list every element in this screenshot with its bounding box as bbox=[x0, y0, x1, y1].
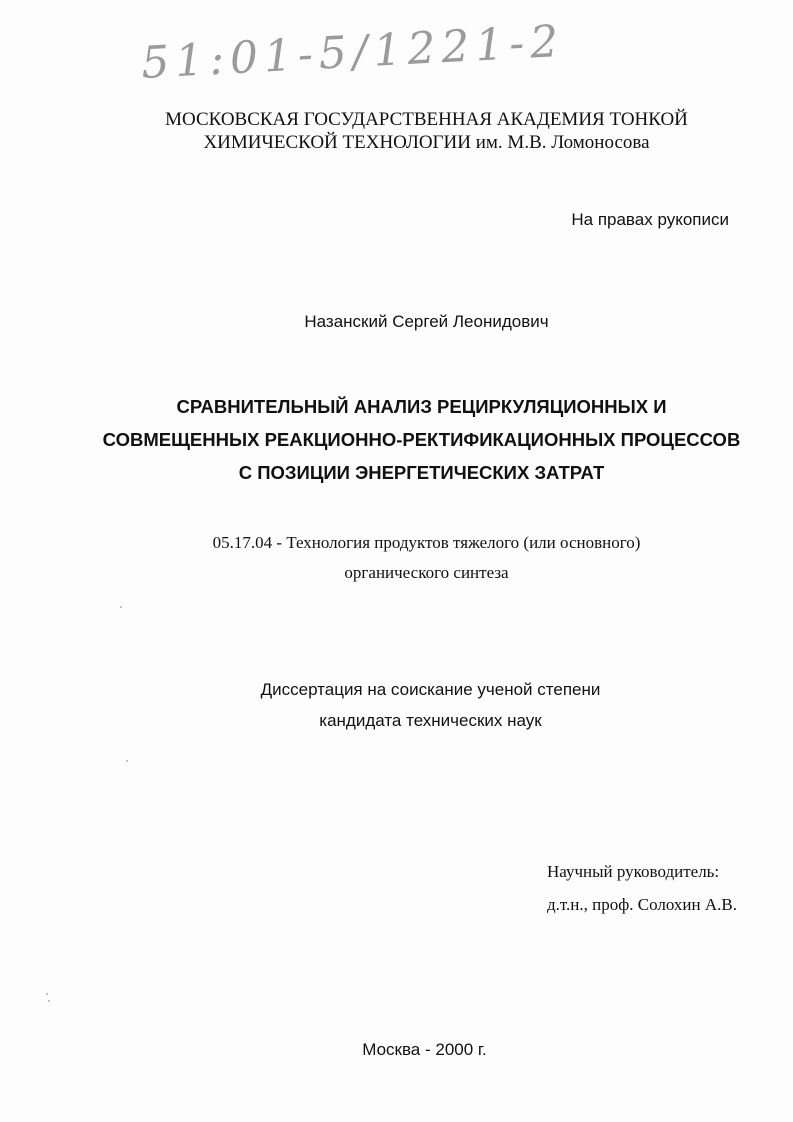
supervisor-name: д.т.н., проф. Солохин А.В. bbox=[547, 895, 737, 914]
institution-line-2: ХИМИЧЕСКОЙ ТЕХНОЛОГИИ им. М.В. Ломоносова bbox=[203, 132, 650, 153]
specialty-code bbox=[30, 528, 793, 588]
degree-line-2: кандидата технических наук bbox=[319, 711, 542, 730]
degree-line-1: Диссертация на соискание ученой степени bbox=[260, 680, 601, 699]
specialty-line-2: органического синтеза bbox=[344, 563, 509, 582]
supervisor-label: Научный руководитель: bbox=[547, 862, 720, 881]
rights-note: На правах рукописи bbox=[571, 210, 729, 229]
scan-speck bbox=[48, 1000, 50, 1002]
title-line-3: С ПОЗИЦИИ ЭНЕРГЕТИЧЕСКИХ ЗАТРАТ bbox=[238, 462, 605, 483]
supervisor-block bbox=[547, 855, 737, 921]
author-name: Назанский Сергей Леонидович bbox=[304, 312, 549, 331]
title-line-2: СОВМЕЩЕННЫХ РЕАКЦИОННО-РЕКТИФИКАЦИОННЫХ ПРОЦЕССОВ bbox=[102, 429, 741, 450]
scan-speck bbox=[46, 993, 48, 995]
specialty-line-1: 05.17.04 - Технология продуктов тяжелого (или основного) bbox=[212, 533, 641, 552]
institution-line-1: МОСКОВСКАЯ ГОСУДАРСТВЕННАЯ АКАДЕМИЯ ТОНКОЙ bbox=[165, 109, 688, 130]
handwritten-archive-code: 51:01-5/1221-2 bbox=[140, 15, 566, 89]
scan-speck bbox=[126, 760, 128, 762]
institution-name bbox=[30, 108, 793, 154]
dissertation-title bbox=[25, 390, 793, 489]
city-year: Москва - 2000 г. bbox=[362, 1040, 487, 1059]
scan-speck bbox=[120, 606, 122, 608]
title-line-1: СРАВНИТЕЛЬНЫЙ АНАЛИЗ РЕЦИРКУЛЯЦИОННЫХ И bbox=[176, 396, 667, 417]
degree-statement bbox=[34, 674, 793, 736]
